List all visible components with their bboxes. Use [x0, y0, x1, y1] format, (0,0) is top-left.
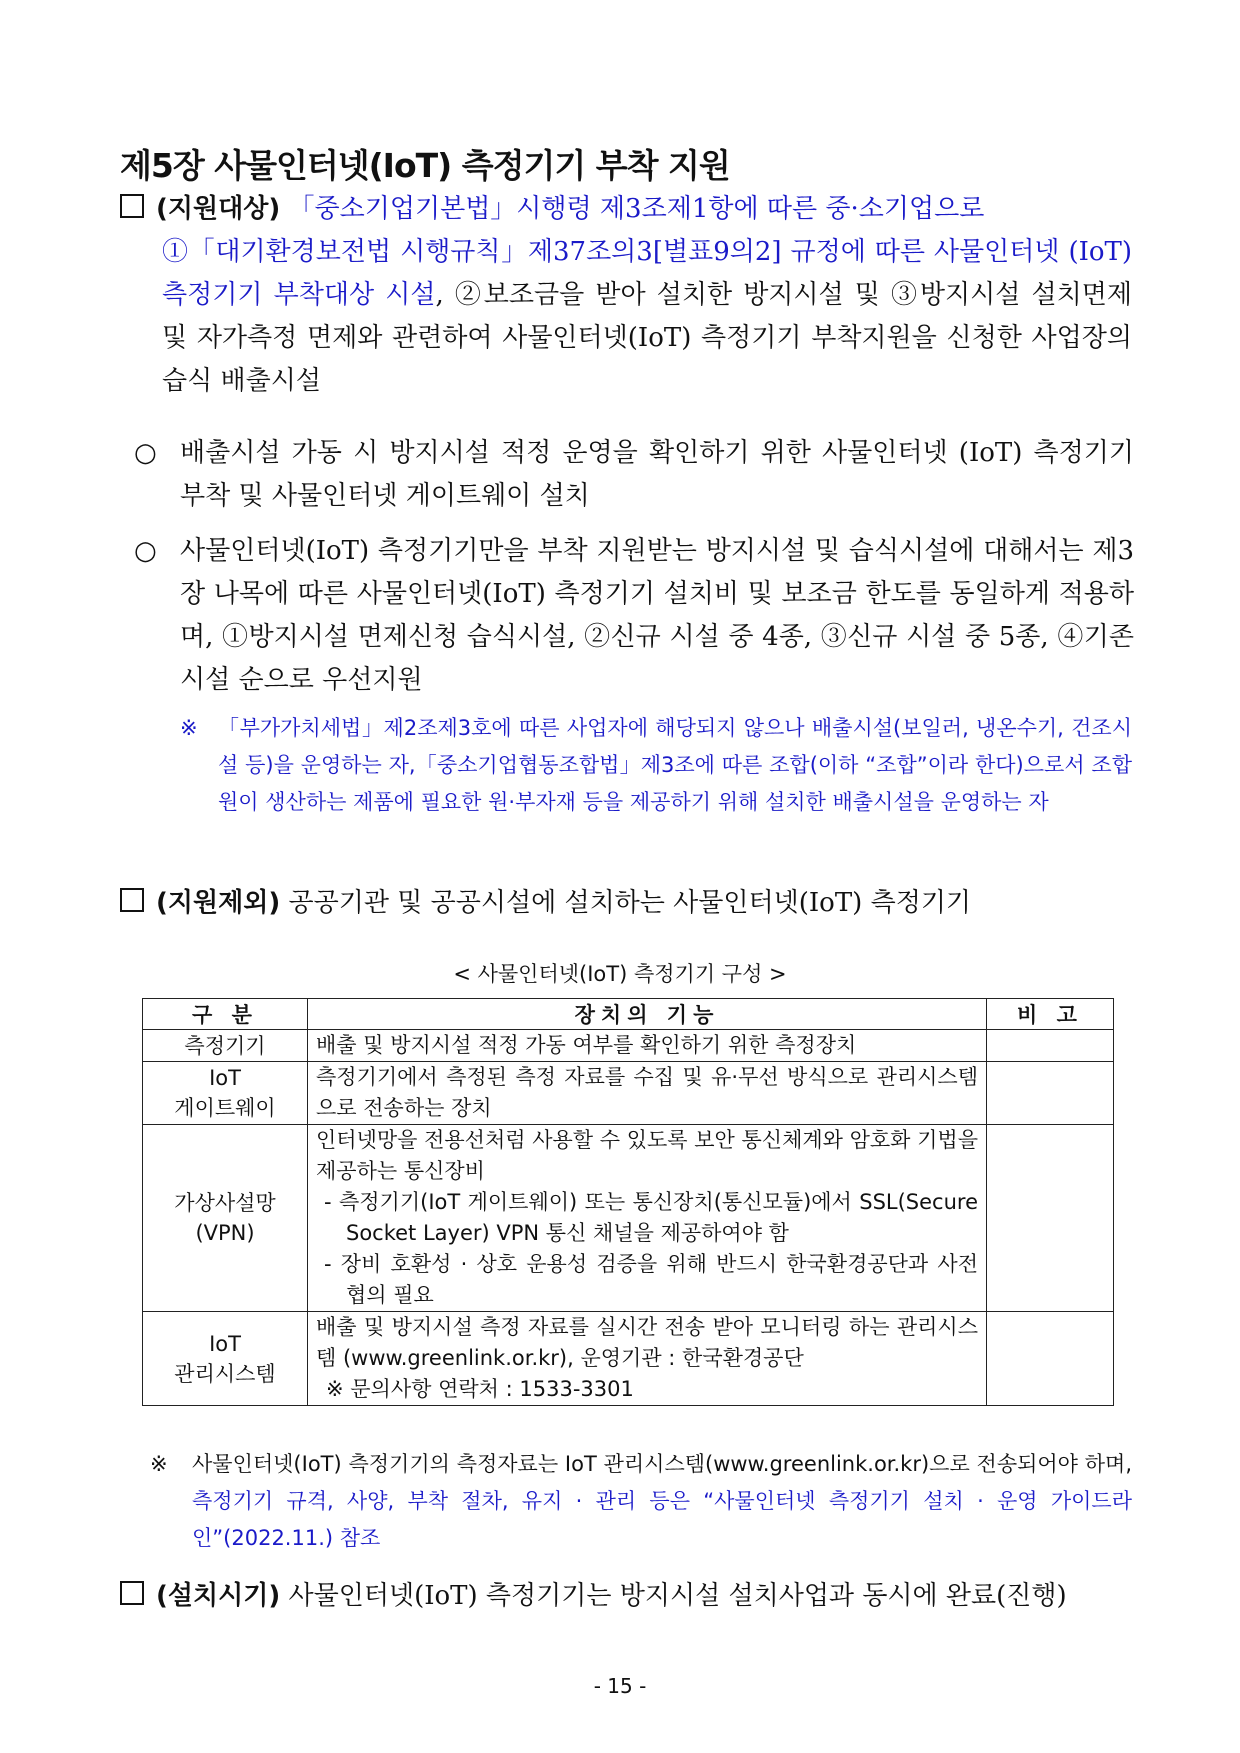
table-cell-key: 가상사설망 (VPN)	[143, 1125, 308, 1312]
support-exclusion-paragraph	[120, 882, 1132, 925]
table-cell-key: 측정기기	[143, 1030, 308, 1062]
note-guideline-text: 사물인터넷(IoT) 측정기기의 측정자료는 IoT 관리시스템(www.greenlink.or.kr)으로 전송되어야 하며,	[192, 1452, 1132, 1476]
table-header-function: 장치의 기능	[308, 999, 987, 1030]
checkbox-square-icon	[120, 888, 144, 912]
reference-mark-icon: ※	[150, 1452, 168, 1476]
table-cell-remark	[987, 1030, 1114, 1062]
support-target-label: (지원대상)	[156, 194, 281, 224]
support-target-line1: 「중소기업기본법」시행령 제3조제1항에 따른 중·소기업으로	[288, 194, 985, 224]
circle-item-text: 배출시설 가동 시 방지시설 적정 운영을 확인하기 위한 사물인터넷 (IoT) 측정기기 부착 및 사물인터넷 게이트웨이 설치	[180, 438, 1134, 511]
support-target-detail: , ②보조금을 받아 설치한 방지시설 및 ③방지시설 설치면제 및 자가측정 면제와 관련하여 사물인터넷(IoT) 측정기기 부착지원을 신청한 사업장의 습식 배출시설	[162, 280, 1132, 396]
vpn-function-dash-item: - 장비 호환성 · 상호 운용성 검증을 위해 반드시 한국환경공단과 사전 협의 필요	[324, 1252, 978, 1307]
table-row	[143, 1030, 1114, 1062]
table-cell-function: 배출 및 방지시설 적정 가동 여부를 확인하기 위한 측정장치	[308, 1030, 987, 1062]
chapter-title: 제5장 사물인터넷(IoT) 측정기기 부착 지원	[120, 146, 730, 185]
table-header-remark: 비 고	[987, 999, 1114, 1030]
checkbox-square-icon	[120, 194, 144, 218]
table-header-row	[143, 999, 1114, 1030]
support-target-paragraph	[120, 188, 1132, 403]
table-row	[143, 1312, 1114, 1406]
vpn-function-dash-item: - 측정기기(IoT 게이트웨이) 또는 통신장치(통신모듈)에서 SSL(Secure Socket Layer) VPN 통신 채널을 제공하여야 함	[324, 1190, 978, 1245]
checkbox-square-icon	[120, 1581, 144, 1605]
table-row	[143, 1062, 1114, 1125]
iot-component-table	[142, 998, 1114, 1406]
circle-item-text: 사물인터넷(IoT) 측정기기만을 부착 지원받는 방지시설 및 습식시설에 대해서는 제3장 나목에 따른 사물인터넷(IoT) 측정기기 설치비 및 보조금 한도를 동일하게 적용하며, ①방지시설 면제신청 습식시설, ②신규 시설 중 4종, ③신규 시설 중 5종, ④기존 시설 순으로 우선지원	[180, 536, 1134, 695]
vpn-function-line: 인터넷망을 전용선처럼 사용할 수 있도록 보안 통신체계와 암호화 기법을 제공하는 통신장비	[316, 1128, 978, 1183]
install-timing-label: (설치시기)	[156, 1581, 281, 1611]
table-row	[143, 1125, 1114, 1312]
table-cell-key: IoT 관리시스템	[143, 1312, 308, 1406]
table-header-category: 구 분	[143, 999, 308, 1030]
page-number: - 15 -	[593, 1674, 647, 1698]
table-cell-function: 측정기기에서 측정된 측정 자료를 수집 및 유·무선 방식으로 관리시스템으로 전송하는 장치	[308, 1062, 987, 1125]
table-cell-function	[308, 1312, 987, 1406]
install-timing-text: 사물인터넷(IoT) 측정기기는 방지시설 설치사업과 동시에 완료(진행)	[288, 1581, 1067, 1611]
reference-mark-icon: ※	[180, 716, 198, 740]
support-exclusion-text: 공공기관 및 공공시설에 설치하는 사물인터넷(IoT) 측정기기	[288, 888, 972, 918]
note-exception-text: 「부가가치세법」제2조제3호에 따른 사업자에 해당되지 않으나 배출시설(보일러, 냉온수기, 건조시설 등)을 운영하는 자,「중소기업협동조합법」제3조에 따른 조합(이하 “조합”이라 한다)으로서 조합원이 생산하는 제품에 필요한 원·부자재 등을 제공하기 위해 설치한 배출시설을 운영하는 자	[218, 716, 1132, 814]
circle-item-2	[134, 530, 1134, 702]
support-target-regulation: ①「대기환경보전법 시행규칙」제37조의3[별표9의2] 규정에 따른 사물인터넷 (IoT) 측정기기 부착대상 시설	[162, 237, 1132, 310]
circle-item-1	[134, 432, 1134, 518]
table-caption: < 사물인터넷(IoT) 측정기기 구성 >	[453, 962, 787, 986]
table-cell-remark	[987, 1125, 1114, 1312]
table-cell-remark	[987, 1062, 1114, 1125]
contact-line: ※ 문의사항 연락처 : 1533-3301	[326, 1377, 634, 1401]
support-exclusion-label: (지원제외)	[156, 888, 281, 918]
table-cell-remark	[987, 1312, 1114, 1406]
install-timing-paragraph	[120, 1575, 1132, 1618]
table-cell-function	[308, 1125, 987, 1312]
iot-system-function-line: 배출 및 방지시설 측정 자료를 실시간 전송 받아 모니터링 하는 관리시스템 (www.greenlink.or.kr), 운영기관 : 한국환경공단	[316, 1315, 978, 1370]
circle-bullet-icon: ○	[134, 536, 157, 566]
note-exception	[180, 710, 1132, 821]
table-cell-key: IoT 게이트웨이	[143, 1062, 308, 1125]
note-guideline	[150, 1446, 1132, 1557]
note-guideline-reference: 측정기기 규격, 사양, 부착 절차, 유지 · 관리 등은 “사물인터넷 측정기기 설치 · 운영 가이드라인”(2022.11.) 참조	[192, 1489, 1132, 1550]
circle-bullet-icon: ○	[134, 438, 157, 468]
